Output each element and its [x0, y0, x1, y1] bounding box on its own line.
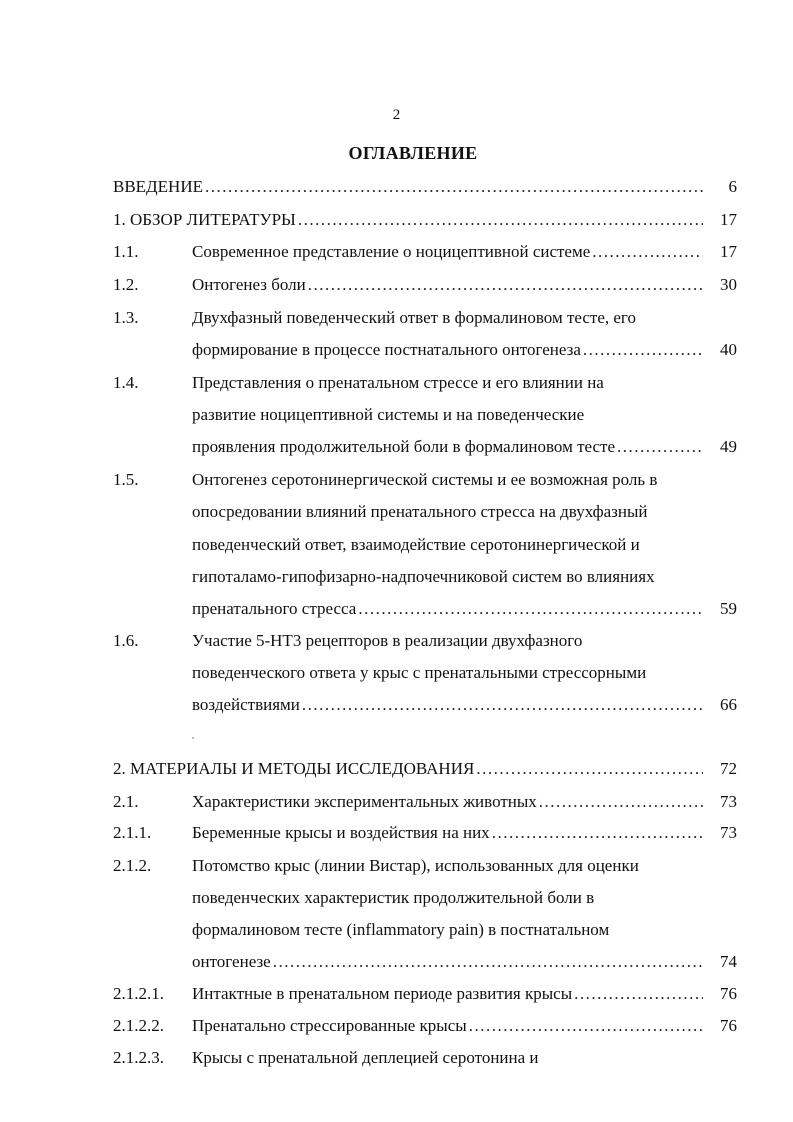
toc-number: 1.1.: [113, 242, 139, 261]
toc-entry-1-4-line: Представления о пренатальном стрессе и его влиянии на: [192, 373, 604, 392]
toc-number: 1.4.: [113, 373, 139, 392]
toc-page: 6: [728, 177, 737, 196]
toc-entry-chapter-1: 1. ОБЗОР ЛИТЕРАТУРЫ .....: [113, 208, 705, 232]
toc-page: 17: [720, 210, 737, 229]
toc-entry-2-1-2-3: Крысы с пренатальной деплецией серотонина и: [192, 1048, 539, 1067]
toc-entry-1-6-line: Участие 5-НТ3 рецепторов в реализации двухфазного: [192, 631, 583, 650]
toc-number: 2.1.2.3.: [113, 1048, 164, 1067]
toc-entry-2-1: Характеристики экспериментальных животных .....: [192, 790, 705, 814]
toc-number: 2.1.2.1.: [113, 984, 164, 1003]
toc-entry-chapter-2: 2. МАТЕРИАЛЫ И МЕТОДЫ ИССЛЕДОВАНИЯ .....: [113, 757, 705, 781]
toc-page: 76: [720, 984, 737, 1003]
toc-number: 1.3.: [113, 308, 139, 327]
toc-page: 74: [720, 952, 737, 971]
toc-number: 1.2.: [113, 275, 139, 294]
toc-page: 66: [720, 695, 737, 714]
toc-page: 72: [720, 759, 737, 778]
toc-number: 2.1.1.: [113, 823, 152, 842]
toc-entry-2-1-2-line: поведенческих характеристик продолжительной боли в: [192, 888, 595, 907]
toc-entry-1-5: пренатального стресса .....: [192, 597, 705, 621]
toc-page: 73: [720, 792, 737, 811]
toc-entry-2-1-2-1: Интактные в пренатальном периоде развития крысы .....: [192, 982, 705, 1006]
toc-entry-1-4: проявления продолжительной боли в формалиновом тесте .....: [192, 435, 705, 459]
toc-page: 30: [720, 275, 737, 294]
toc-title: ОГЛАВЛЕНИЕ: [348, 143, 478, 163]
toc-entry-1-5-line: гипоталамо-гипофизарно-надпочечниковой систем во влияниях: [192, 567, 655, 586]
page-number: 2: [392, 107, 401, 123]
scan-speck: [192, 737, 194, 739]
toc-entry-2-1-1: Беременные крысы и воздействия на них .....: [192, 821, 705, 845]
toc-entry-1-6-line: поведенческого ответа у крыс с пренатальными стрессорными: [192, 663, 647, 682]
toc-entry-1-3: формирование в процессе постнатального онтогенеза .....: [192, 338, 705, 362]
toc-number: 2.1.: [113, 792, 139, 811]
toc-entry-1-2: Онтогенез боли .....: [192, 273, 705, 297]
toc-entry-1-4-line: развитие ноцицептивной системы и на поведенческие: [192, 405, 585, 424]
toc-number: 1.6.: [113, 631, 139, 650]
toc-page: 76: [720, 1016, 737, 1035]
toc-entry-1-1: Современное представление о ноцицептивной системе .....: [192, 240, 705, 264]
toc-page: 17: [720, 242, 737, 261]
toc-number: 1.5.: [113, 470, 139, 489]
toc-page: 73: [720, 823, 737, 842]
toc-page: 40: [720, 340, 737, 359]
toc-entry-2-1-2-line: Потомство крыс (линии Вистар), использованных для оценки: [192, 856, 639, 875]
toc-entry-2-1-2-line: формалиновом тесте (inflammatory pain) в постнатальном: [192, 920, 610, 939]
toc-entry-1-5-line: поведенческий ответ, взаимодействие серотонинергической и: [192, 535, 640, 554]
toc-entry-intro: ВВЕДЕНИЕ .....: [113, 175, 705, 199]
toc-entry-1-5-line: Онтогенез серотонинергической системы и ее возможная роль в: [192, 470, 658, 489]
toc-page: 59: [720, 599, 737, 618]
toc-entry-1-3-line: Двухфазный поведенческий ответ в формалиновом тесте, его: [192, 308, 636, 327]
toc-number: 2.1.2.: [113, 856, 152, 875]
toc-entry-1-5-line: опосредовании влияний пренатального стресса на двухфазный: [192, 502, 648, 521]
toc-number: 2.1.2.2.: [113, 1016, 164, 1035]
toc-entry-2-1-2: онтогенезе .....: [192, 950, 705, 974]
toc-page: 49: [720, 437, 737, 456]
toc-entry-1-6: воздействиями .....: [192, 693, 705, 717]
toc-entry-2-1-2-2: Пренатально стрессированные крысы .....: [192, 1014, 705, 1038]
